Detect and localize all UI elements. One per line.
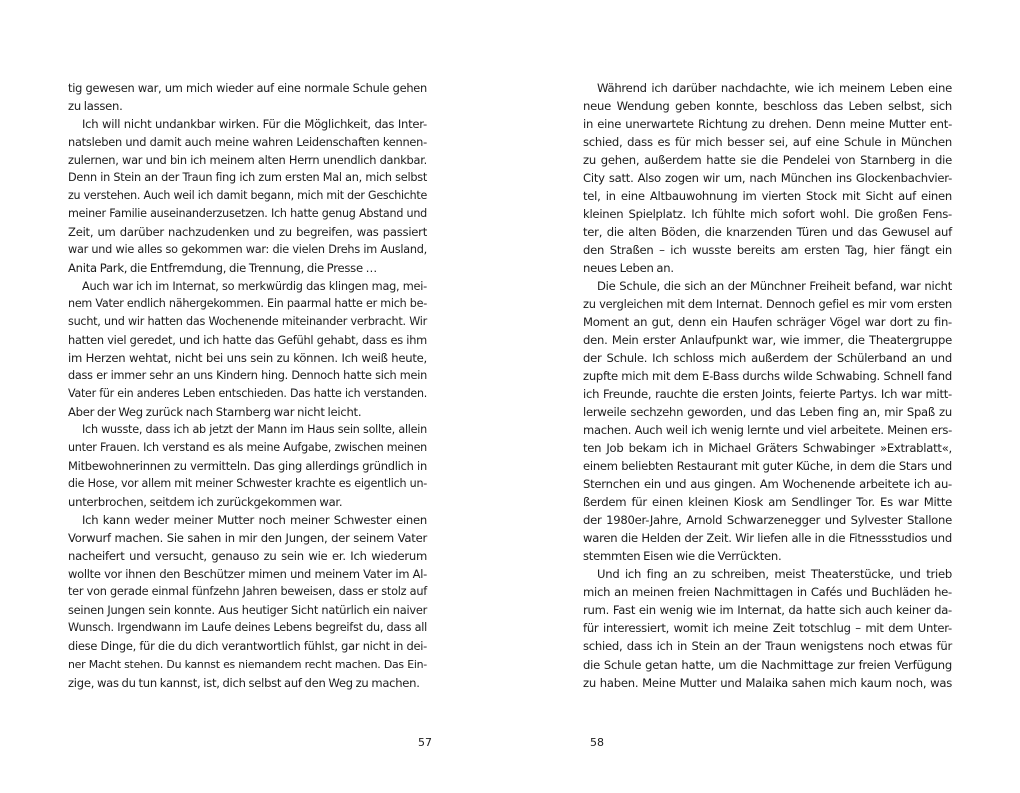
text-line: City satt. Also zogen wir um, nach München ins Glockenbachvier- — [583, 171, 952, 186]
text-line: stemmten Eisen wie die Verrückten. — [583, 549, 782, 564]
text-line: der 1980er-Jahre, Arnold Schwarzenegger und Sylvester Stallone — [583, 513, 952, 528]
text-line: Denn in Stein an der Traun fing ich zum ersten Mal an, mich selbst — [68, 171, 427, 185]
right-page-text — [583, 79, 952, 692]
page-number-left: 57 — [418, 736, 432, 749]
text-line: den Straßen – ich wusste bereits am ersten Tag, hier fängt ein — [583, 243, 952, 258]
text-line: seinen Jungen sein konnte. Aus heutiger Sicht natürlich ein naiver — [68, 603, 427, 618]
text-line: ter, die alten Böden, die knarzenden Türen und das Gewusel auf — [583, 225, 952, 240]
text-line: nem Vater endlich nähergekommen. Ein paarmal hatte er mich be- — [68, 297, 427, 311]
text-line: den. Mein erster Anlaufpunkt war, wie immer, die Theatergruppe — [583, 333, 952, 348]
text-line: dass er immer sehr an uns Kindern hing. Dennoch hatte sich mein — [68, 369, 427, 383]
text-line: die Schule getan hatte, um die Nachmittage zur freien Verfügung — [583, 657, 952, 672]
text-line: im Herzen wehtat, nicht bei uns sein zu können. Ich weiß heute, — [68, 351, 427, 366]
text-line: ich Freunde, rauchte die ersten Joints, feierte Partys. Ich war mitt- — [583, 387, 952, 402]
text-line: zulernen, war und bin ich meinem alten Herrn unendlich dankbar. — [68, 153, 427, 168]
text-line: Mitbewohnerinnen zu vermitteln. Das ging allerdings gründlich in — [68, 459, 427, 474]
text-line: Die Schule, die sich an der Münchner Freiheit befand, war nicht — [597, 279, 952, 294]
text-line: ner Macht stehen. Du kannst es niemandem recht machen. Das Ein- — [68, 657, 427, 671]
text-line: neue Wendung geben konnte, beschloss das Leben selbst, sich — [583, 99, 952, 114]
text-line: zu verstehen. Auch weil ich damit begann, mich mit der Geschichte — [68, 189, 427, 203]
text-line: Vorwurf machen. Sie sahen in mir den Jungen, der seinem Vater — [68, 531, 427, 546]
text-line: meiner Familie auseinanderzusetzen. Ich hatte genug Abstand und — [68, 207, 427, 221]
text-line: war und wie alles so gekommen war: die vielen Drehs im Ausland, — [68, 243, 427, 257]
text-line: Moment an gut, denn ein Haufen schräger Vögel war dort zu fin- — [583, 315, 952, 330]
text-line: schied, dass ich in Stein an der Traun wenigstens noch etwas für — [583, 639, 952, 654]
text-line: machen. Auch weil ich wenig lernte und viel arbeitete. Meinen ers- — [583, 423, 952, 438]
left-page-text — [68, 79, 427, 692]
text-line: Ich kann weder meiner Mutter noch meiner Schwester einen — [82, 513, 427, 528]
text-line: mich an meinen freien Nachmittagen in Cafés und Buchläden he- — [583, 585, 952, 600]
text-line: Während ich darüber nachdachte, wie ich meinem Leben eine — [597, 81, 952, 95]
text-line: Auch war ich im Internat, so merkwürdig das klingen mag, mei- — [82, 279, 427, 294]
text-line: wollte vor ihnen den Beschützer mimen und meinem Vater im Al- — [68, 567, 427, 582]
text-line: Anita Park, die Entfremdung, die Trennung, die Presse … — [68, 261, 378, 276]
text-line: Zeit, um darüber nachzudenken und zu begreifen, was passiert — [68, 225, 427, 240]
text-line: einem beliebten Restaurant mit guter Küche, in dem die Stars und — [583, 459, 952, 474]
text-line: zu haben. Meine Mutter und Malaika sahen mich kaum noch, was — [583, 675, 952, 690]
page-number-right: 58 — [590, 736, 604, 749]
text-line: lerweile sechzehn geworden, und das Leben fing an, mir Spaß zu — [583, 405, 952, 420]
text-line: der Schule. Ich schloss mich außerdem der Schülerband an und — [583, 351, 952, 366]
text-line: schied, dass es für mich besser sei, auf eine Schule in München — [583, 135, 952, 150]
text-line: die Hose, vor allem mit meiner Schwester krachte es eigentlich un- — [68, 477, 427, 491]
text-line: waren die Helden der Zeit. Wir liefen alle in die Fitnessstudios und — [583, 531, 952, 546]
text-line: für interessiert, womit ich meine Zeit totschlug – mit dem Unter- — [583, 621, 952, 636]
text-line: neues Leben an. — [583, 261, 674, 276]
text-line: rum. Fast ein wenig wie im Internat, da hatte sich auch keiner da- — [583, 603, 952, 618]
text-line: Ich wusste, dass ich ab jetzt der Mann im Haus sein sollte, allein — [82, 423, 427, 437]
text-line: natsleben und damit auch meine wahren Leidenschaften kennen- — [68, 135, 427, 150]
text-line: in eine unerwartete Richtung zu drehen. Denn meine Mutter ent- — [583, 117, 952, 132]
text-line: zu vergleichen mit dem Internat. Dennoch gefiel es mir vom ersten — [583, 297, 952, 312]
text-line: sucht, und wir hatten das Wochenende miteinander verbracht. Wir — [68, 315, 427, 329]
text-line: Sternchen ein und aus gingen. Am Wochenende arbeitete ich au- — [583, 477, 952, 492]
text-line: Aber der Weg zurück nach Starnberg war nicht leicht. — [68, 405, 362, 420]
text-line: Vater für ein anderes Leben entschieden. Das hatte ich verstanden. — [68, 387, 427, 401]
text-line: ter von gerade einmal fünfzehn Jahren beweisen, dass er stolz auf — [68, 585, 427, 599]
text-line: hatten viel geredet, und ich hatte das Gefühl gehabt, dass es ihm — [68, 333, 427, 348]
text-line: kleinen Spielplatz. Ich fühlte mich sofort wohl. Die großen Fens- — [583, 207, 952, 222]
text-line: tel, in eine Altbauwohnung im vierten Stock mit Sicht auf einen — [583, 189, 952, 204]
text-line: Ich will nicht undankbar wirken. Für die Möglichkeit, das Inter- — [82, 117, 427, 132]
text-line: diese Dinge, für die du dich verantwortlich fühlst, gar nicht in dei- — [68, 639, 427, 654]
text-line: zu lassen. — [68, 99, 123, 114]
text-line: Wunsch. Irgendwann im Laufe deines Lebens begreifst du, dass all — [68, 621, 427, 635]
text-line: ßerdem für einen kleinen Kiosk am Sendlinger Tor. Es war Mitte — [583, 495, 952, 510]
text-line: nacheifert und versucht, genauso zu sein wie er. Ich wiederum — [68, 549, 427, 564]
text-line: zu gehen, außerdem hatte sie die Pendelei von Starnberg in die — [583, 153, 952, 168]
text-line: Und ich fing an zu schreiben, meist Theaterstücke, und trieb — [597, 567, 952, 582]
text-line: zige, was du tun kannst, ist, dich selbst auf den Weg zu machen. — [68, 675, 420, 690]
text-line: tig gewesen war, um mich wieder auf eine normale Schule gehen — [68, 81, 427, 95]
text-line: ten Job bekam ich in Michael Gräters Schwabinger »Extrablatt«, — [583, 441, 952, 456]
text-line: zupfte mich mit dem E-Bass durchs wilde Schwabing. Schnell fand — [583, 369, 952, 384]
text-line: unter Frauen. Ich verstand es als meine Aufgabe, zwischen meinen — [68, 441, 427, 455]
text-line: unterbrochen, seitdem ich zurückgekommen war. — [68, 495, 343, 510]
